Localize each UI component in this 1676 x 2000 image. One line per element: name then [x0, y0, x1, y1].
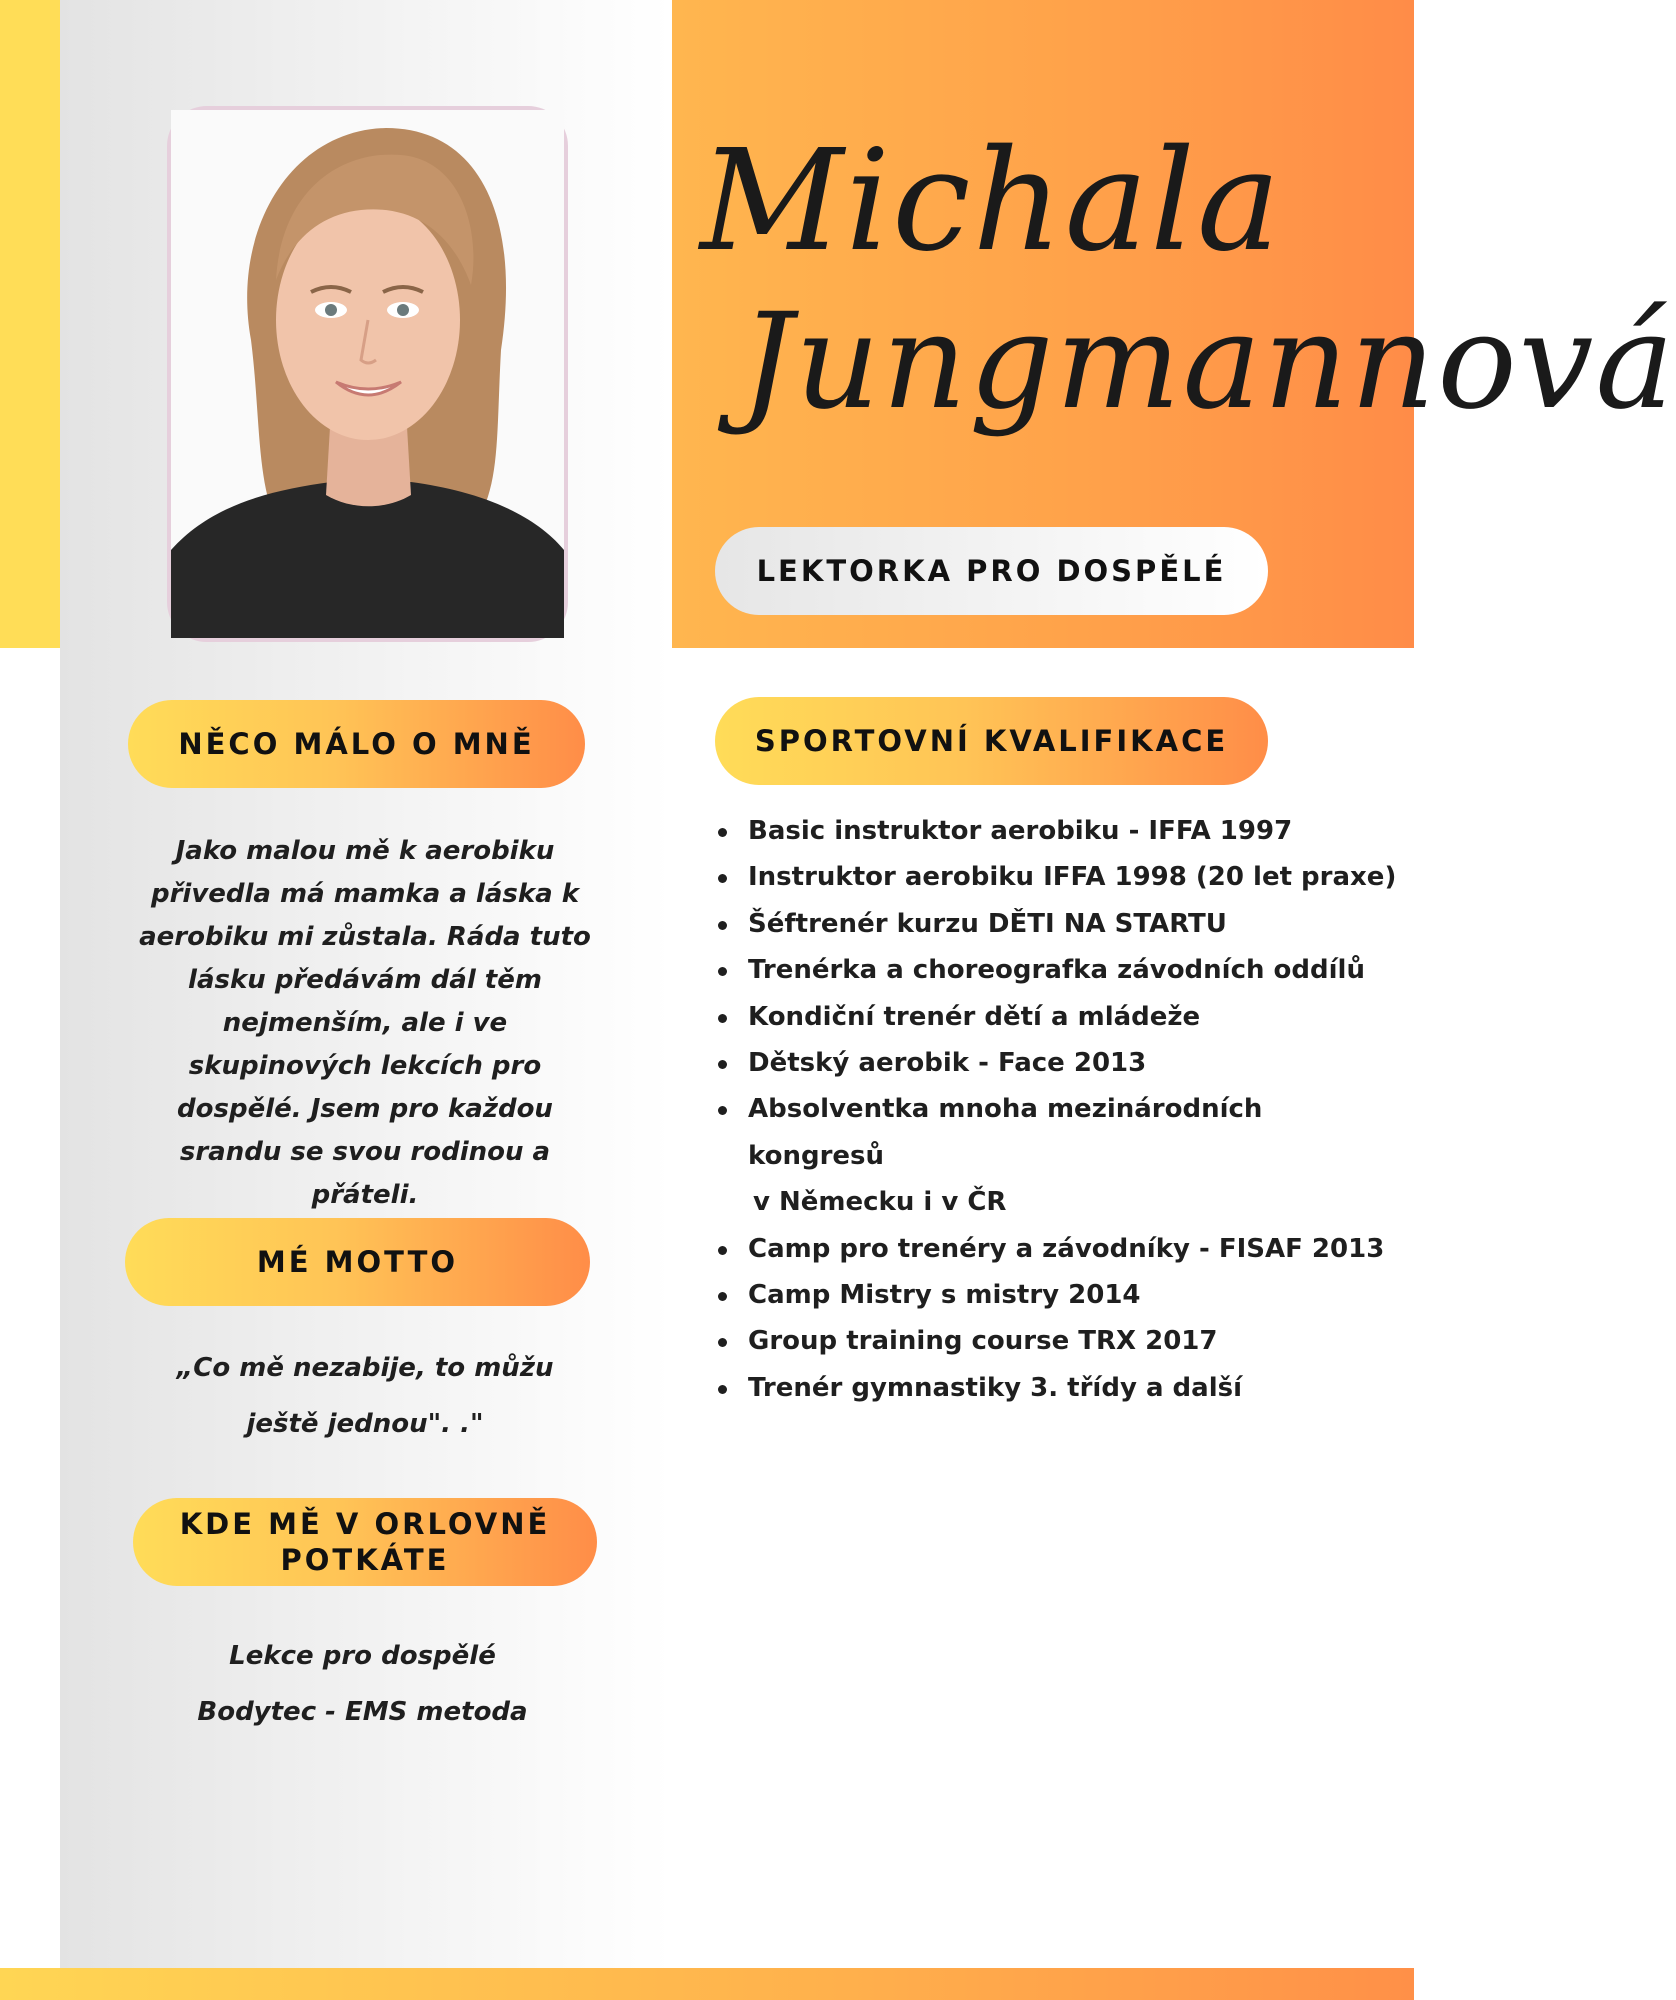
motto-text: „Co mě nezabije, to můžu ještě jednou". ." — [176, 1353, 554, 1439]
left-accent-strip — [0, 0, 60, 648]
qualification-item: Trenér gymnastiky 3. třídy a další — [715, 1365, 1405, 1411]
where-list — [140, 1628, 585, 1740]
where-item: Bodytec - EMS metoda — [197, 1697, 528, 1727]
where-item: Lekce pro dospělé — [229, 1641, 496, 1671]
motto-heading: MÉ MOTTO — [125, 1218, 590, 1306]
portrait-icon — [171, 110, 564, 638]
qualifications-heading: SPORTOVNÍ KVALIFIKACE — [715, 697, 1268, 785]
qualification-item: Kondiční trenér dětí a mládeže — [715, 994, 1405, 1040]
first-name: Michala — [700, 120, 1283, 283]
qualification-item: Group training course TRX 2017 — [715, 1318, 1405, 1364]
last-name: Jungmannová — [740, 285, 1676, 439]
about-text: Jako malou mě k aerobiku přivedla má mamka a láska k aerobiku mi zůstala. Ráda tuto lásku předávám dál těm nejmenším, ale i ve skupinových lekcích pro dospělé. Jsem pro každou srandu se svou rodinou a přáteli. — [139, 836, 591, 1210]
qualification-item: Dětský aerobik - Face 2013 — [715, 1040, 1405, 1086]
qualifications-list — [715, 808, 1405, 1411]
bottom-accent-bar — [0, 1968, 1414, 2000]
role-badge: LEKTORKA PRO DOSPĚLÉ — [715, 527, 1268, 615]
where-heading: KDE MĚ V ORLOVNĚ POTKÁTE — [133, 1498, 597, 1586]
qualification-item: Trenérka a choreografka závodních oddílů — [715, 947, 1405, 993]
profile-photo — [167, 106, 568, 642]
qualification-item: Absolventka mnoha mezinárodních kongresů v Německu i v ČR — [715, 1086, 1405, 1225]
qualification-item: Instruktor aerobiku IFFA 1998 (20 let praxe) — [715, 854, 1405, 900]
qualification-item: Šéftrenér kurzu DĚTI NA STARTU — [715, 901, 1405, 947]
about-heading: NĚCO MÁLO O MNĚ — [128, 700, 585, 788]
qualification-item: Basic instruktor aerobiku - IFFA 1997 — [715, 808, 1405, 854]
qualification-item: Camp Mistry s mistry 2014 — [715, 1272, 1405, 1318]
qualification-item-continuation: v Německu i v ČR — [753, 1187, 1007, 1218]
qualification-item: Camp pro trenéry a závodníky - FISAF 2013 — [715, 1226, 1405, 1272]
